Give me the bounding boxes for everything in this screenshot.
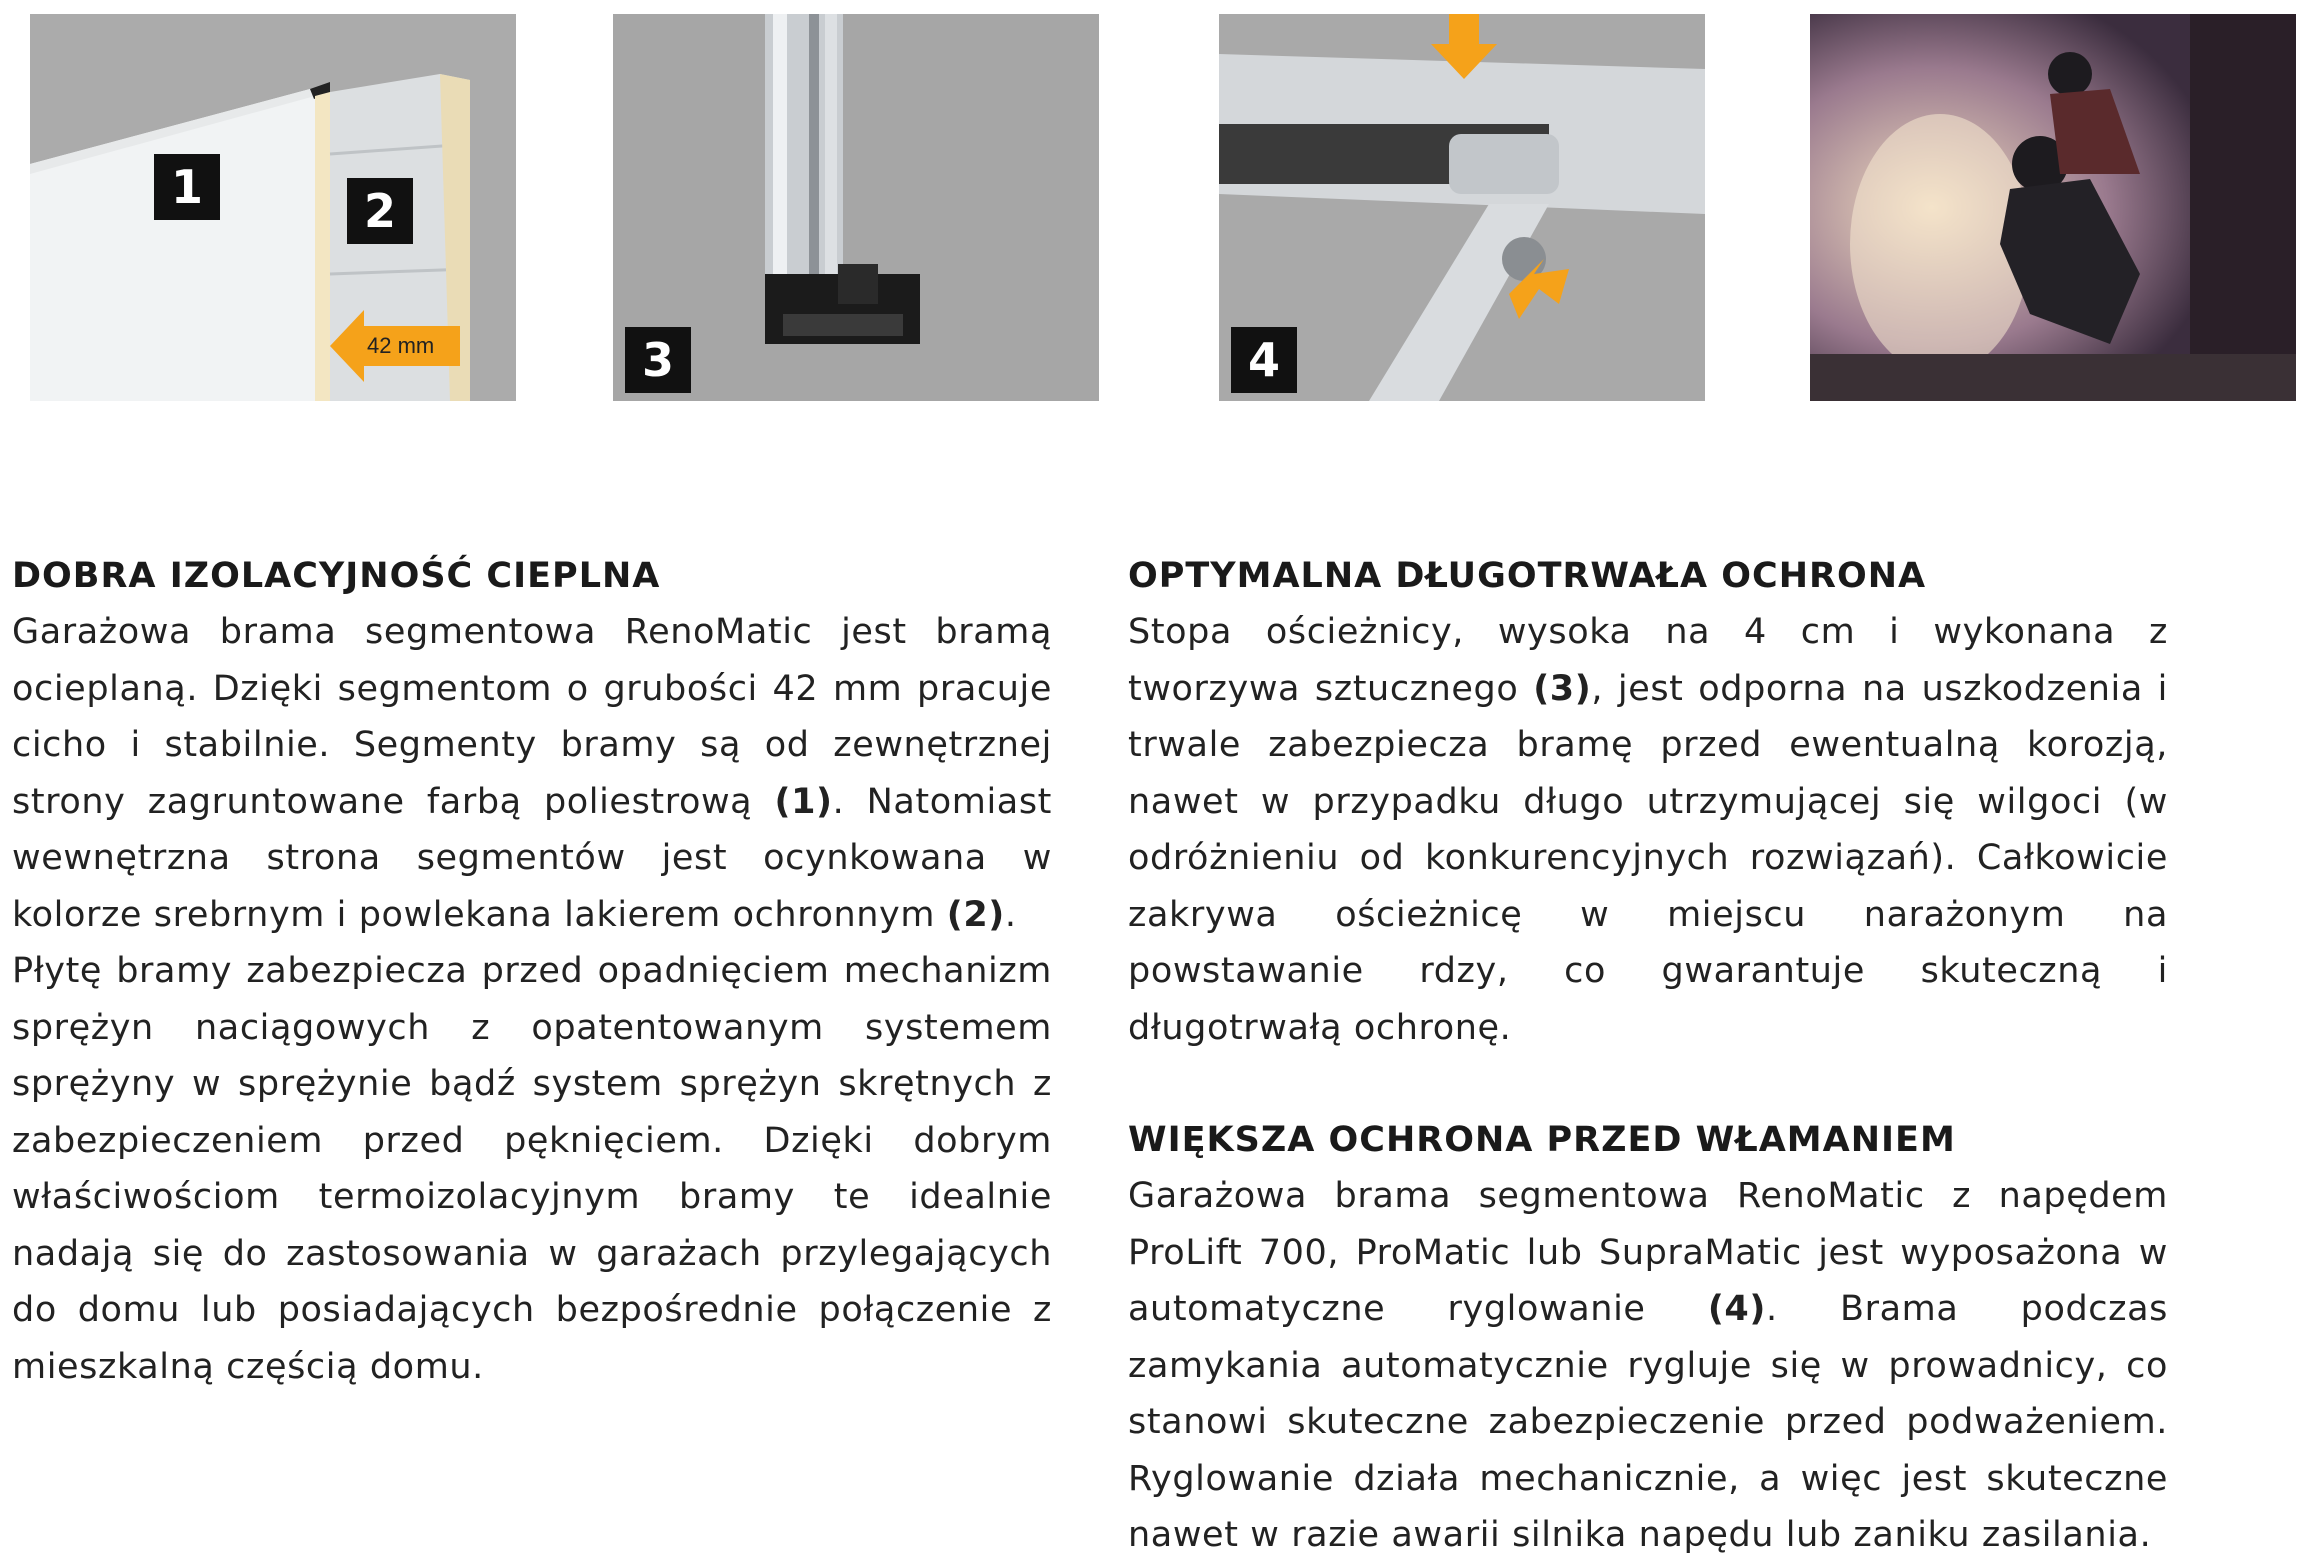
heading-burglary-protection: WIĘKSZA OCHRONA PRZED WŁAMANIEM [1128,1120,1956,1160]
left-text-column [12,548,1052,1395]
badge-1: 1 [154,154,220,220]
frame-foot-photo [613,14,1099,401]
badge-2: 2 [347,178,413,244]
paragraph-thermal-insulation: Garażowa brama segmentowa RenoMatic jest bramą ocieplaną. Dzięki segmentom o grubości 42 mm pracuje cicho i stabilnie. Segmenty bramy są od zewnętrznej strony zagruntowane farbą poliestrową (1). Natomiast wewnętrzna strona segmentów jest ocynkowana w kolorze srebrnym i powlekana lakierem ochronnym (2). [12,612,1052,935]
badge-4: 4 [1231,327,1297,393]
paragraph-spring-mechanism: Płytę bramy zabezpiecza przed opadnięciem mechanizm sprężyn naciągowych z opatentowanym systemem sprężyny w sprężynie bądź system sprężyn skrętnych z zabezpieczeniem przed pęknięciem. Dzięki dobrym właściwościom termoizolacyjnym bramy te idealnie nadają się do zastosowania w garażach przylegających do domu lub posiadających bezpośrednie połączenie z mieszkalną częścią domu. [12,951,1052,1387]
burglar-photo [1810,14,2296,401]
thickness-label: 42 mm [367,333,435,358]
paragraph-burglary-protection: Garażowa brama segmentowa RenoMatic z napędem ProLift 700, ProMatic lub SupraMatic jest wyposażona w automatyczne ryglowanie (4). Brama podczas zamykania automatycznie rygluje się w prowadnicy, co stanowi skuteczne zabezpieczenie przed podważeniem. Ryglowanie działa mechanicznie, a więc jest skuteczne nawet w razie awarii silnika napędu lub zaniku zasilania. [1128,1176,2168,1555]
heading-long-term-protection: OPTYMALNA DŁUGOTRWAŁA OCHRONA [1128,556,1927,596]
heading-thermal-insulation: DOBRA IZOLACYJNOŚĆ CIEPLNA [12,556,661,596]
panel-section-photo [30,14,516,401]
paragraph-long-term-protection: Stopa ościeżnicy, wysoka na 4 cm i wykonana z tworzywa sztucznego (3), jest odporna na uszkodzenia i trwale zabezpiecza bramę przed ewentualną korozją, nawet w przypadku długo utrzymującej się wilgoci (w odróżnieniu od konkurencyjnych rozwiązań). Całkowicie zakrywa ościeżnicę w miejscu narażonym na powstawanie rdzy, co gwarantuje skuteczną i długotrwałą ochronę. [1128,612,2168,1048]
auto-lock-photo [1219,14,1705,401]
right-text-column [1128,548,2168,1564]
badge-3: 3 [625,327,691,393]
